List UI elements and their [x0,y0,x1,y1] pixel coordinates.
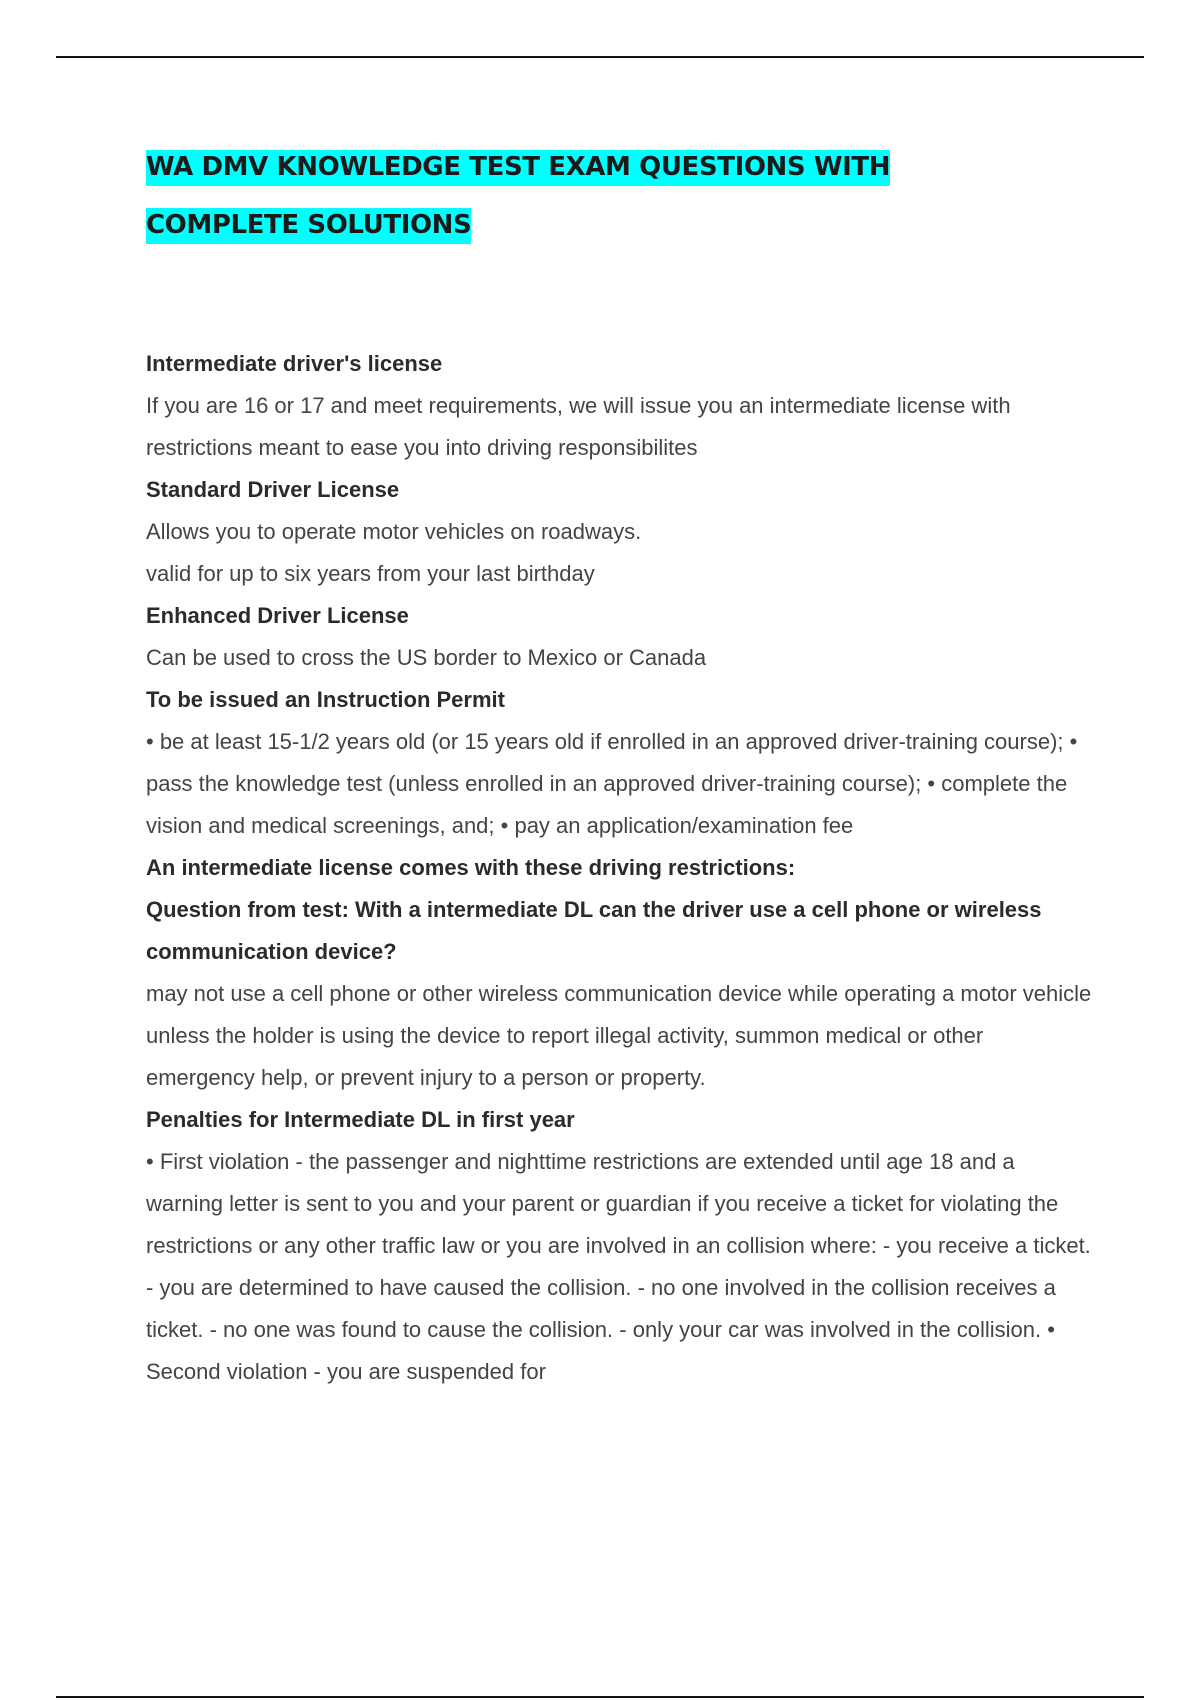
document-title [146,138,1046,254]
document-body [146,343,1096,1393]
definition-standard-license-line-2: valid for up to six years from your last birthday [146,561,595,586]
term-penalties-first-year: Penalties for Intermediate DL in first year [146,1107,575,1132]
term-intermediate-restrictions: An intermediate license comes with these driving restrictions: [146,855,796,880]
definition-standard-license-line-1: Allows you to operate motor vehicles on roadways. [146,519,642,544]
definition-instruction-permit: • be at least 15-1/2 years old (or 15 years old if enrolled in an approved driver-training course); • pass the knowledge test (unless enrolled in an approved driver-training course); • complete the vision and medical screenings, and; • pay an application/examination fee [146,729,1078,838]
header-rule [56,56,1144,58]
definition-cell-phone-question: may not use a cell phone or other wireless communication device while operating a motor vehicle unless the holder is using the device to report illegal activity, summon medical or other emergency help, or prevent injury to a person or property. [146,981,1092,1090]
definition-enhanced-license: Can be used to cross the US border to Mexico or Canada [146,645,707,670]
term-enhanced-license: Enhanced Driver License [146,603,409,628]
term-intermediate-license: Intermediate driver's license [146,351,443,376]
footer-rule [56,1696,1144,1698]
term-cell-phone-question: Question from test: With a intermediate DL can the driver use a cell phone or wireless communication device? [146,897,1042,964]
term-standard-license: Standard Driver License [146,477,400,502]
document-title-text: WA DMV KNOWLEDGE TEST EXAM QUESTIONS WITH COMPLETE SOLUTIONS [146,150,890,244]
definition-penalties-first-year: • First violation - the passenger and nighttime restrictions are extended until age 18 and a warning letter is sent to you and your parent or guardian if you receive a ticket for violating the restrictions or any other traffic law or you are involved in an collision where: - you receive a ticket. - you are determined to have caused the collision. - no one involved in the collision receives a ticket. - no one was found to cause the collision. - only your car was involved in the collision. • Second violation - you are suspended for [146,1149,1091,1384]
definition-intermediate-license: If you are 16 or 17 and meet requirements, we will issue you an intermediate license with restrictions meant to ease you into driving responsibilites [146,393,1011,460]
term-instruction-permit: To be issued an Instruction Permit [146,687,505,712]
